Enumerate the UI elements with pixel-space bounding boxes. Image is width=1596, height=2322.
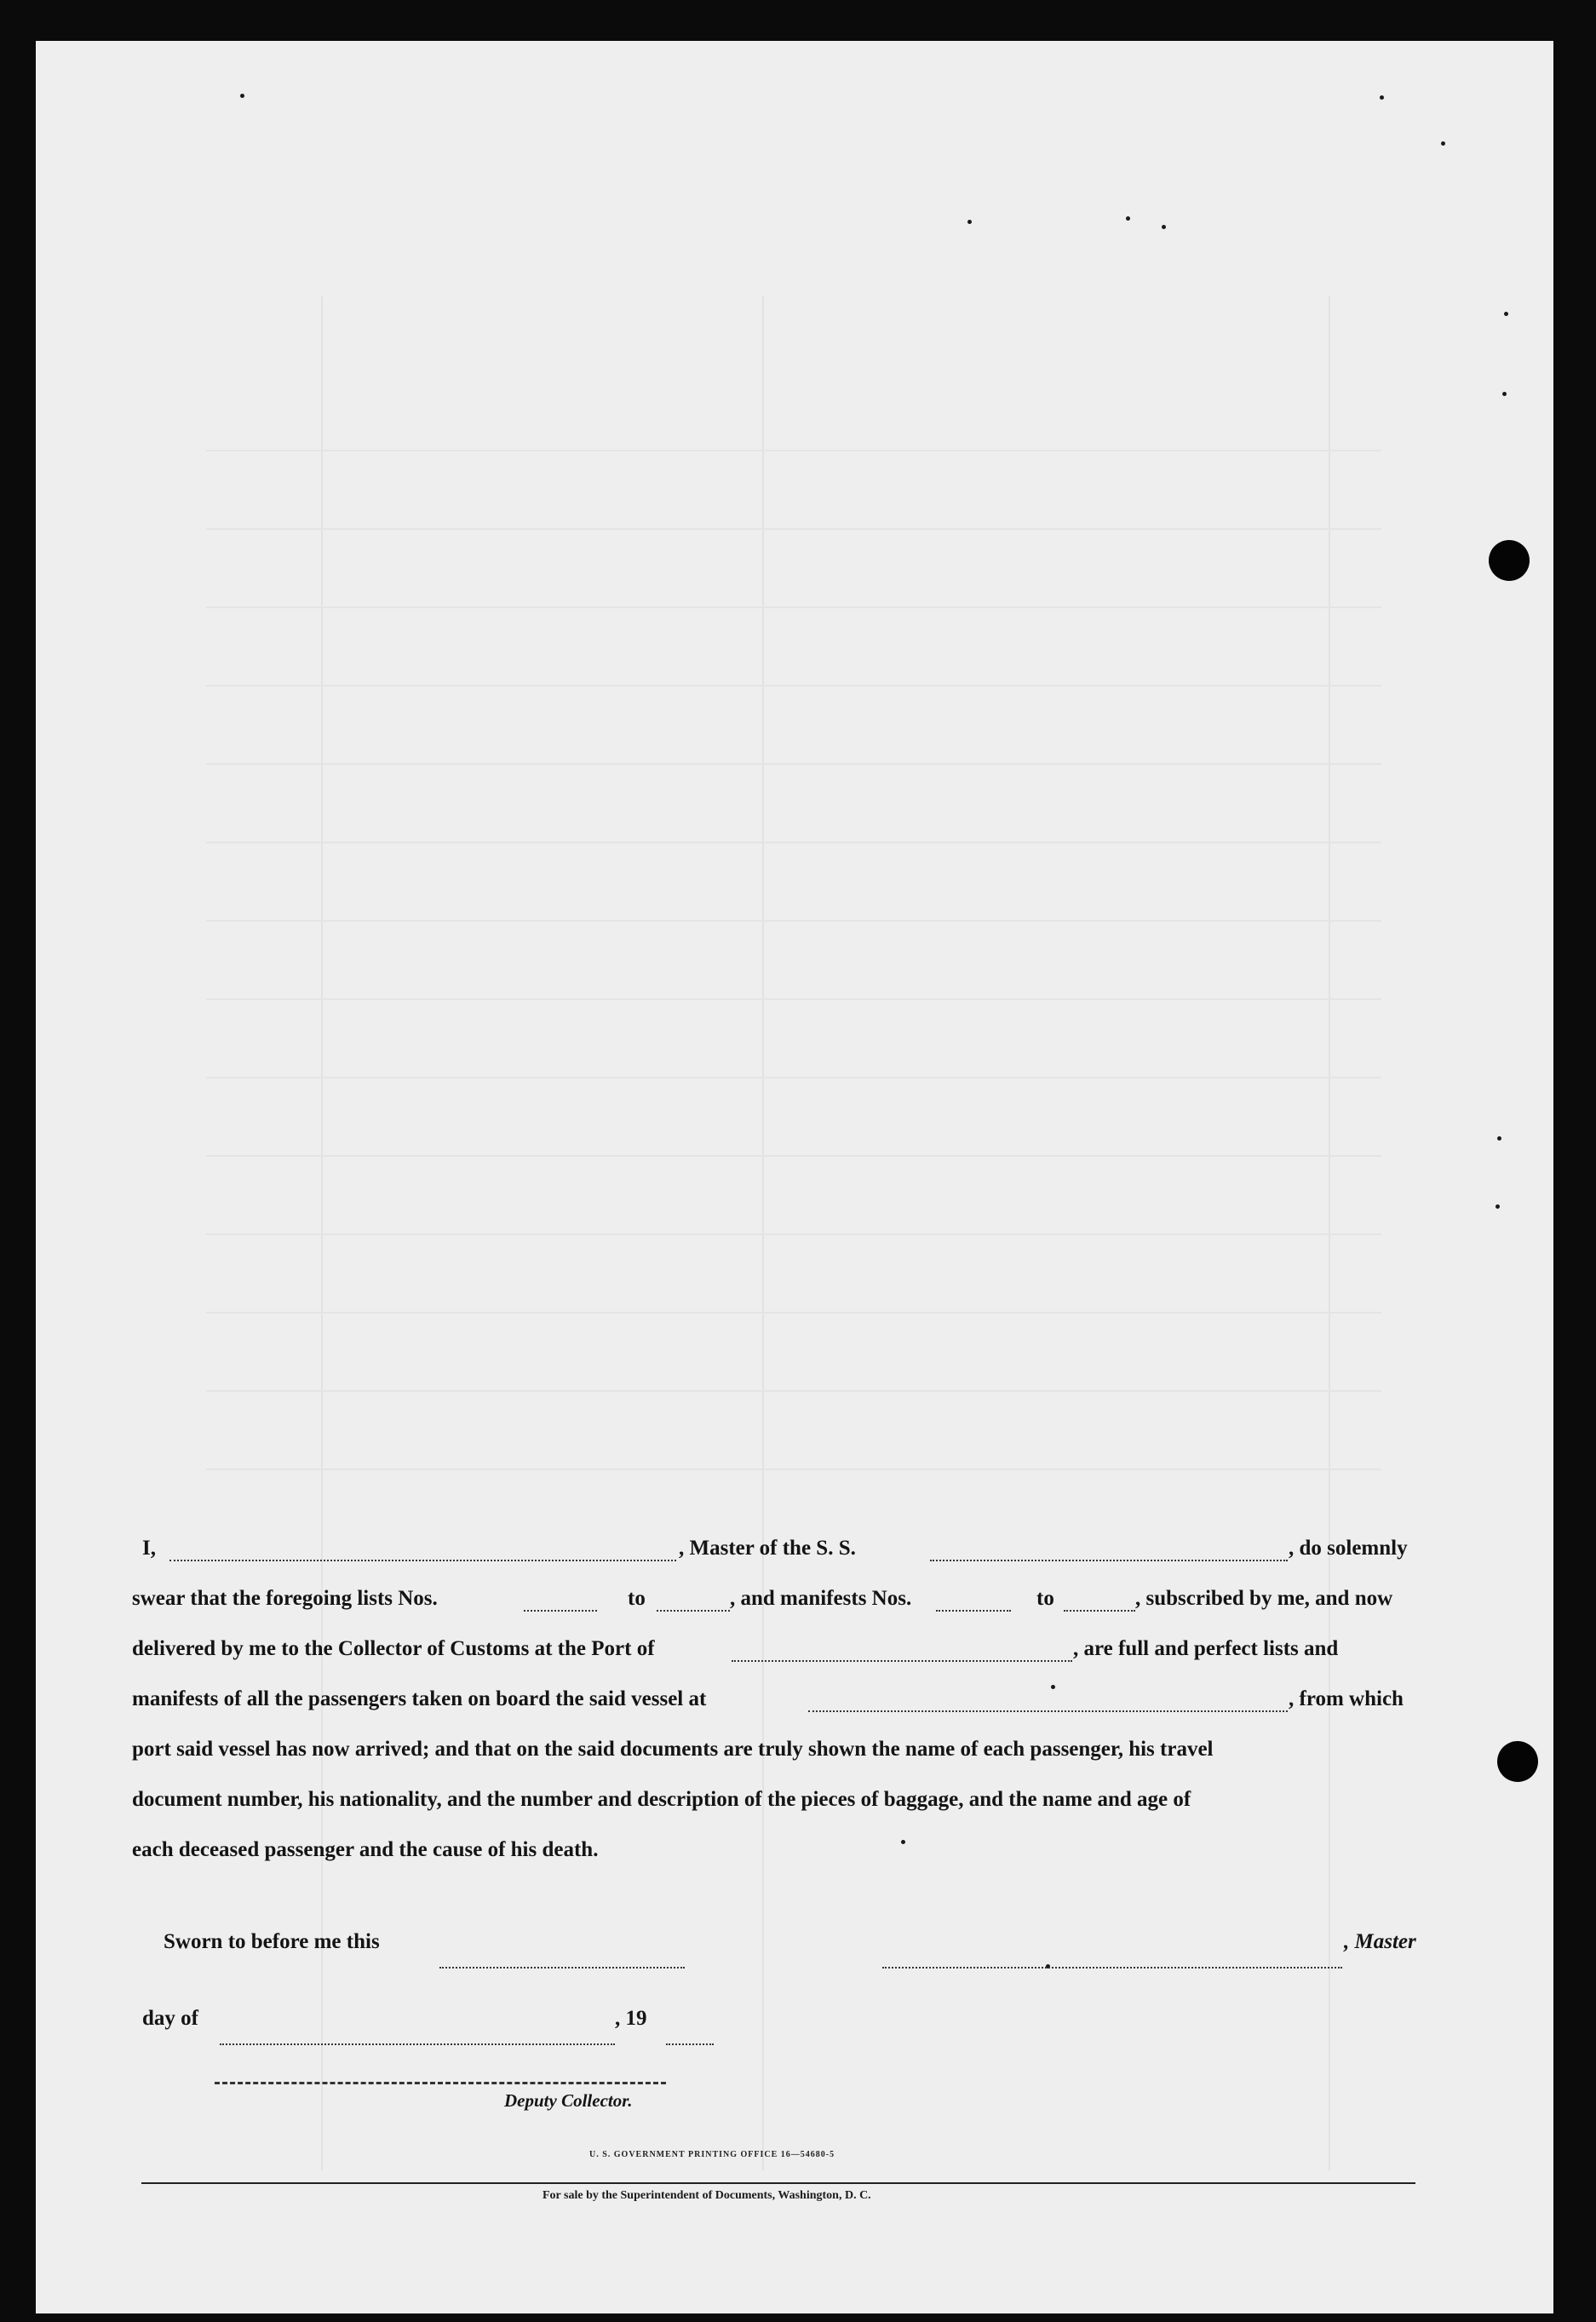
oath-text: delivered by me to the Collector of Customs at the Port of xyxy=(132,1637,655,1660)
punch-hole xyxy=(1497,1741,1538,1782)
oath-line-5 xyxy=(132,1724,1454,1774)
sworn-date-blank[interactable] xyxy=(439,1967,685,1969)
day-of-label: day of xyxy=(142,2007,198,2030)
dust-speck xyxy=(1497,1136,1501,1141)
for-sale-notice: For sale by the Superintendent of Documents, Washington, D. C. xyxy=(543,2189,871,2202)
ghost-row-line xyxy=(206,606,1381,608)
oath-text: manifests of all the passengers taken on board the said vessel at xyxy=(132,1687,707,1710)
departure-port-blank[interactable] xyxy=(808,1710,1288,1712)
ghost-row-line xyxy=(206,1155,1381,1157)
oath-text: , do solemnly xyxy=(1289,1537,1408,1560)
master-signature-blank[interactable] xyxy=(882,1967,1342,1969)
oath-text: , subscribed by me, and now xyxy=(1135,1587,1393,1610)
master-signature-label: , Master xyxy=(1344,1930,1416,1953)
year-blank[interactable] xyxy=(666,2043,714,2045)
oath-text: each deceased passenger and the cause of his death. xyxy=(132,1838,599,1861)
list-to-blank[interactable] xyxy=(657,1610,730,1612)
dust-speck xyxy=(240,94,244,98)
ghost-row-line xyxy=(206,1312,1381,1313)
ghost-row-line xyxy=(206,842,1381,843)
oath-line-1 xyxy=(142,1523,1454,1573)
oath-text: to xyxy=(1036,1587,1054,1610)
oath-line-4 xyxy=(132,1674,1454,1724)
ghost-row-line xyxy=(206,1077,1381,1078)
deputy-collector-label: Deputy Collector. xyxy=(504,2090,633,2111)
printing-office-imprint: U. S. GOVERNMENT PRINTING OFFICE 16—54680-5 xyxy=(589,2150,835,2159)
oath-line-7 xyxy=(132,1825,1454,1875)
ship-name-blank[interactable] xyxy=(930,1560,1288,1561)
oath-text: port said vessel has now arrived; and that on the said documents are truly shown the name of each passenger, his travel xyxy=(132,1738,1214,1761)
ghost-row-line xyxy=(206,920,1381,922)
oath-text: swear that the foregoing lists Nos. xyxy=(132,1587,438,1610)
ghost-row-line xyxy=(206,528,1381,530)
ghost-row-line xyxy=(206,998,1381,1000)
oath-text: to xyxy=(628,1587,646,1610)
oath-line-2 xyxy=(132,1573,1454,1624)
list-from-blank[interactable] xyxy=(524,1610,597,1612)
dust-speck xyxy=(1380,95,1384,100)
dust-speck xyxy=(1162,225,1166,229)
ghost-row-line xyxy=(206,1468,1381,1470)
oath-text: , Master of the S. S. xyxy=(679,1537,856,1560)
month-blank[interactable] xyxy=(220,2043,615,2045)
oath-text: , and manifests Nos. xyxy=(730,1587,912,1610)
ghost-row-line xyxy=(206,1390,1381,1392)
deputy-signature-line[interactable] xyxy=(215,2082,666,2084)
ghost-row-line xyxy=(206,450,1381,451)
master-name-blank[interactable] xyxy=(169,1560,676,1561)
dust-speck xyxy=(967,220,972,224)
ghost-row-line xyxy=(206,685,1381,687)
punch-hole xyxy=(1489,540,1530,581)
dust-speck xyxy=(1126,216,1130,221)
manifest-from-blank[interactable] xyxy=(936,1610,1011,1612)
oath-text: I, xyxy=(142,1537,156,1560)
oath-line-3 xyxy=(132,1624,1454,1674)
dust-speck xyxy=(1504,312,1508,316)
manifest-page xyxy=(36,41,1553,2313)
master-oath xyxy=(132,1523,1454,1875)
year-prefix: , 19 xyxy=(615,2007,647,2030)
port-blank[interactable] xyxy=(732,1660,1072,1662)
dust-speck xyxy=(1496,1204,1500,1209)
ghost-row-line xyxy=(206,763,1381,765)
sworn-label: Sworn to before me this xyxy=(164,1930,380,1953)
sworn-row xyxy=(164,1930,380,1954)
dust-speck xyxy=(1441,141,1445,146)
footer-rule xyxy=(141,2182,1415,2184)
dust-speck xyxy=(1502,392,1507,396)
oath-text: , are full and perfect lists and xyxy=(1073,1637,1339,1660)
oath-text: document number, his nationality, and the number and description of the pieces of baggage, and the name and age of xyxy=(132,1788,1191,1811)
manifest-to-blank[interactable] xyxy=(1064,1610,1135,1612)
oath-text: , from which xyxy=(1289,1687,1404,1710)
oath-line-6 xyxy=(132,1774,1454,1825)
day-of-row xyxy=(142,2007,198,2031)
ghost-row-line xyxy=(206,1233,1381,1235)
